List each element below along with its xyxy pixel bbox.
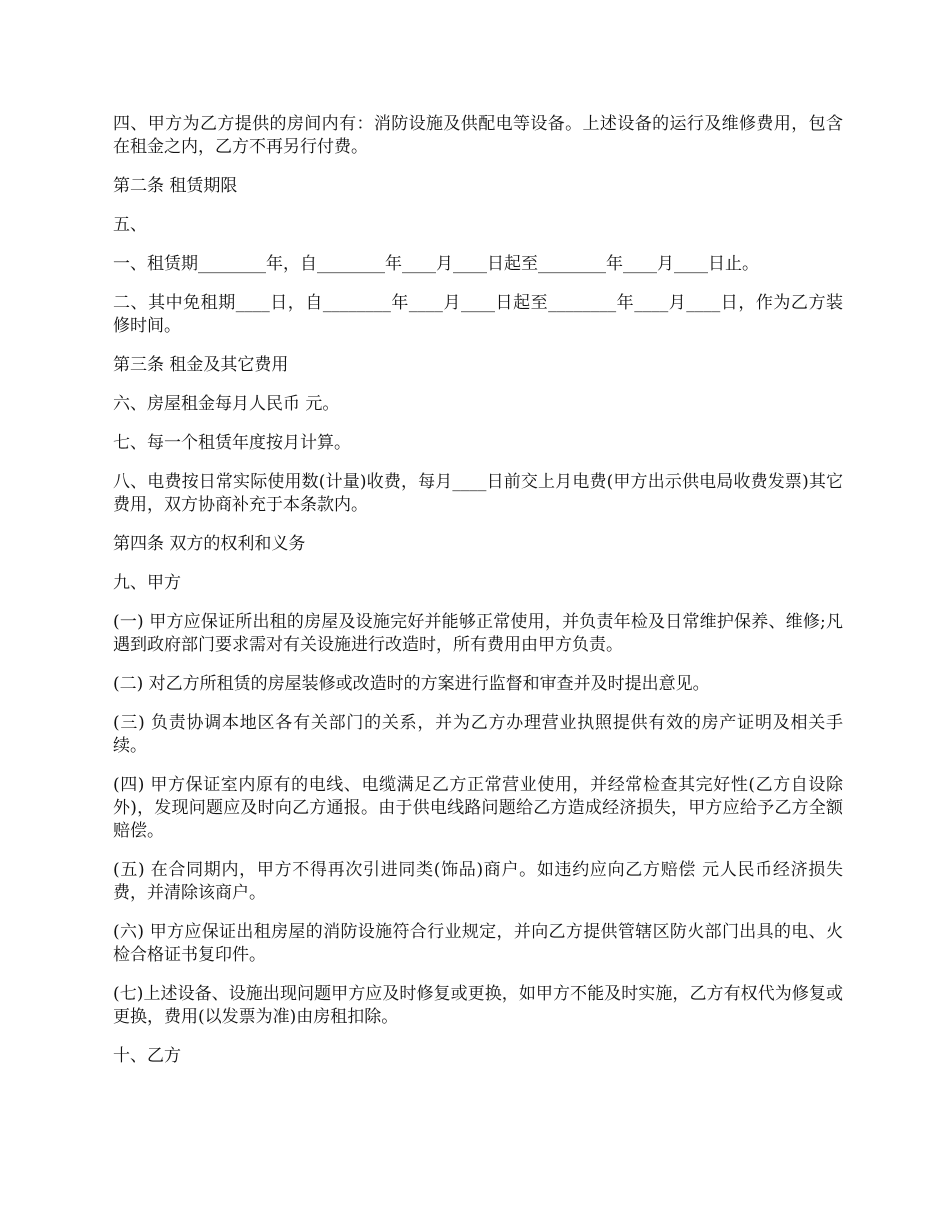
- party-a-item-3: (三) 负责协调本地区各有关部门的关系，并为乙方办理营业执照提供有效的房产证明及相关手续。: [113, 713, 843, 756]
- party-a-item-6: (六) 甲方应保证出租房屋的消防设施符合行业规定，并向乙方提供管辖区防火部门出具的电、火检合格证书复印件。: [113, 922, 843, 965]
- lease-term: 一、租赁期________年，自________年____月____日起至________年____月____日止。: [113, 254, 759, 274]
- party-a-item-4: (四) 甲方保证室内原有的电线、电缆满足乙方正常营业使用，并经常检查其完好性(乙方自设除外)，发现问题应及时向乙方通报。由于供电线路问题给乙方造成经济损失，甲方应给予乙方全额赔偿。: [113, 775, 843, 841]
- clause-4-facilities: 四、甲方为乙方提供的房间内有：消防设施及供配电等设备。上述设备的运行及维修费用，包含在租金之内，乙方不再另行付费。: [113, 114, 843, 157]
- party-a-item-1: (一) 甲方应保证所出租的房屋及设施完好并能够正常使用，并负责年检及日常维护保养、维修;凡遇到政府部门要求需对有关设施进行改造时，所有费用由甲方负责。: [113, 612, 843, 655]
- clause-9-party-a: 九、甲方: [113, 573, 181, 593]
- clause-6-monthly-rent: 六、房屋租金每月人民币 元。: [113, 394, 340, 414]
- clause-5: 五、: [113, 215, 147, 235]
- party-a-item-5: (五) 在合同期内，甲方不得再次引进同类(饰品)商户。如违约应向乙方赔偿 元人民币经济损失费，并清除该商户。: [113, 860, 843, 903]
- rent-free-period: 二、其中免租期____日，自________年____月____日起至________年____月____日，作为乙方装修时间。: [113, 293, 843, 336]
- article-4-heading: 第四条 双方的权利和义务: [113, 534, 306, 554]
- clause-7-billing-year: 七、每一个租赁年度按月计算。: [113, 433, 351, 453]
- article-3-heading: 第三条 租金及其它费用: [113, 355, 289, 375]
- article-2-heading: 第二条 租赁期限: [113, 176, 238, 196]
- clause-8-electricity: 八、电费按日常实际使用数(计量)收费，每月____日前交上月电费(甲方出示供电局收费发票)其它费用，双方协商补充于本条款内。: [113, 472, 843, 515]
- party-a-item-2: (二) 对乙方所租赁的房屋装修或改造时的方案进行监督和审查并及时提出意见。: [113, 674, 710, 694]
- document-page: [113, 113, 843, 1084]
- clause-10-party-b: 十、乙方: [113, 1046, 181, 1066]
- party-a-item-7: (七)上述设备、设施出现问题甲方应及时修复或更换，如甲方不能及时实施，乙方有权代为修复或更换，费用(以发票为准)由房租扣除。: [113, 984, 843, 1027]
